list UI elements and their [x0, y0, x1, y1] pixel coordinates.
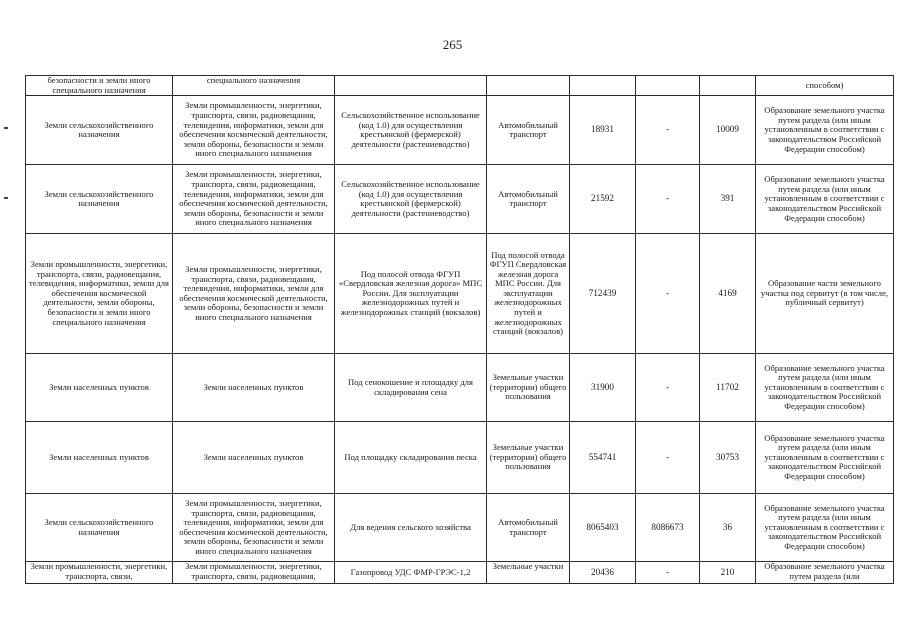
- land-category-cell: Земли населенных пунктов: [26, 354, 173, 422]
- area-other-cell: 8086673: [636, 494, 700, 562]
- formation-method-cell: Образование земельного участка путем раздела (или иным установленным в соответствии с законодательством Российской Федерации способом): [756, 96, 894, 165]
- area-before-cell: 20436: [570, 562, 636, 584]
- formation-method-cell: способом): [756, 76, 894, 96]
- object-cell: Автомобильный транспорт: [487, 165, 570, 234]
- object-cell: Земельные участки: [487, 562, 570, 584]
- permitted-category-cell: Земли промышленности, энергетики, транспорта, связи, радиовещания, телевидения, информатики, земли для обеспечения космической деятельности, земли обороны, безопасности и земли иного специального назначения: [173, 494, 335, 562]
- land-category-cell: Земли сельскохозяйственного назначения: [26, 494, 173, 562]
- purpose-cell: [335, 76, 487, 96]
- table-row: [26, 96, 894, 165]
- area-new-cell: 210: [700, 562, 756, 584]
- area-other-cell: -: [636, 234, 700, 354]
- area-other-cell: -: [636, 96, 700, 165]
- area-new-cell: 36: [700, 494, 756, 562]
- table-row: [26, 76, 894, 96]
- purpose-cell: Сельскохозяйственное использование (код 1.0) для осуществления крестьянской (фермерской) деятельности (растениеводство): [335, 165, 487, 234]
- land-plots-table: [25, 75, 894, 584]
- formation-method-cell: Образование земельного участка путем раздела (или иным установленным в соответствии с законодательством Российской Федерации способом): [756, 422, 894, 494]
- area-new-cell: 391: [700, 165, 756, 234]
- page-number: 265: [442, 37, 463, 52]
- permitted-category-cell: Земли населенных пунктов: [173, 354, 335, 422]
- purpose-cell: Под полосой отвода ФГУП «Свердловская железная дорога» МПС России. Для эксплуатации железнодорожных путей и железнодорожных станций (вокзалов): [335, 234, 487, 354]
- table-row: [26, 422, 894, 494]
- permitted-category-cell: Земли промышленности, энергетики, транспорта, связи, радиовещания, телевидения, информатики, земли для обеспечения космической деятельности, земли обороны, безопасности и земли иного специального назначения: [173, 234, 335, 354]
- area-before-cell: 18931: [570, 96, 636, 165]
- table-row: [26, 165, 894, 234]
- permitted-category-cell: специального назначения: [173, 76, 335, 96]
- area-before-cell: [570, 76, 636, 96]
- area-new-cell: 11702: [700, 354, 756, 422]
- area-before-cell: 21592: [570, 165, 636, 234]
- object-cell: Земельные участки (территории) общего пользования: [487, 422, 570, 494]
- table-row: [26, 354, 894, 422]
- area-other-cell: -: [636, 422, 700, 494]
- object-cell: Земельные участки (территории) общего пользования: [487, 354, 570, 422]
- object-cell: Автомобильный транспорт: [487, 494, 570, 562]
- margin-mark: [4, 197, 8, 199]
- formation-method-cell: Образование земельного участка путем раздела (или иным установленным в соответствии с законодательством Российской Федерации способом): [756, 494, 894, 562]
- object-cell: Автомобильный транспорт: [487, 96, 570, 165]
- table-row: [26, 234, 894, 354]
- permitted-category-cell: Земли промышленности, энергетики, транспорта, связи, радиовещания,: [173, 562, 335, 584]
- area-other-cell: -: [636, 354, 700, 422]
- permitted-category-cell: Земли промышленности, энергетики, транспорта, связи, радиовещания, телевидения, информатики, земли для обеспечения космической деятельности, земли обороны, безопасности и земли иного специального назначения: [173, 96, 335, 165]
- area-new-cell: [700, 76, 756, 96]
- table-row: [26, 562, 894, 584]
- area-before-cell: 712439: [570, 234, 636, 354]
- area-new-cell: 10009: [700, 96, 756, 165]
- formation-method-cell: Образование земельного участка путем раздела (или иным установленным в соответствии с законодательством Российской Федерации способом): [756, 165, 894, 234]
- formation-method-cell: Образование земельного участка путем раздела (или: [756, 562, 894, 584]
- purpose-cell: Под сенокошение и площадку для складирования сена: [335, 354, 487, 422]
- land-category-cell: Земли промышленности, энергетики, транспорта, связи,: [26, 562, 173, 584]
- area-new-cell: 30753: [700, 422, 756, 494]
- purpose-cell: Под площадку складирования песка: [335, 422, 487, 494]
- area-new-cell: 4169: [700, 234, 756, 354]
- area-other-cell: -: [636, 165, 700, 234]
- area-before-cell: 554741: [570, 422, 636, 494]
- purpose-cell: Сельскохозяйственное использование (код 1.0) для осуществления крестьянской (фермерской) деятельности (растениеводство): [335, 96, 487, 165]
- land-category-cell: Земли сельскохозяйственного назначения: [26, 96, 173, 165]
- formation-method-cell: Образование земельного участка путем раздела (или иным установленным в соответствии с законодательством Российской Федерации способом): [756, 354, 894, 422]
- land-category-cell: Земли промышленности, энергетики, транспорта, связи, радиовещания, телевидения, информатики, земли для обеспечения космической деятельности, земли обороны, безопасности и земли иного специального назначения: [26, 234, 173, 354]
- formation-method-cell: Образование части земельного участка под сервитут (в том числе, публичный сервитут): [756, 234, 894, 354]
- purpose-cell: Для ведения сельского хозяйства: [335, 494, 487, 562]
- object-cell: Под полосой отвода ФГУП Свердловская железная дорога МПС России. Для эксплуатации железнодорожных путей и железнодорожных станций (вокзалов): [487, 234, 570, 354]
- land-category-cell: Земли населенных пунктов: [26, 422, 173, 494]
- permitted-category-cell: Земли промышленности, энергетики, транспорта, связи, радиовещания, телевидения, информатики, земли для обеспечения космической деятельности, земли обороны, безопасности и земли иного специального назначения: [173, 165, 335, 234]
- land-category-cell: безопасности и земли иного специального назначения: [26, 76, 173, 96]
- table-row: [26, 494, 894, 562]
- area-other-cell: -: [636, 562, 700, 584]
- permitted-category-cell: Земли населенных пунктов: [173, 422, 335, 494]
- land-category-cell: Земли сельскохозяйственного назначения: [26, 165, 173, 234]
- area-before-cell: 8065403: [570, 494, 636, 562]
- purpose-cell: Газопровод УДС ФМР-ГРЭС-1,2: [335, 562, 487, 584]
- object-cell: [487, 76, 570, 96]
- area-before-cell: 31900: [570, 354, 636, 422]
- margin-mark: [4, 127, 8, 129]
- area-other-cell: [636, 76, 700, 96]
